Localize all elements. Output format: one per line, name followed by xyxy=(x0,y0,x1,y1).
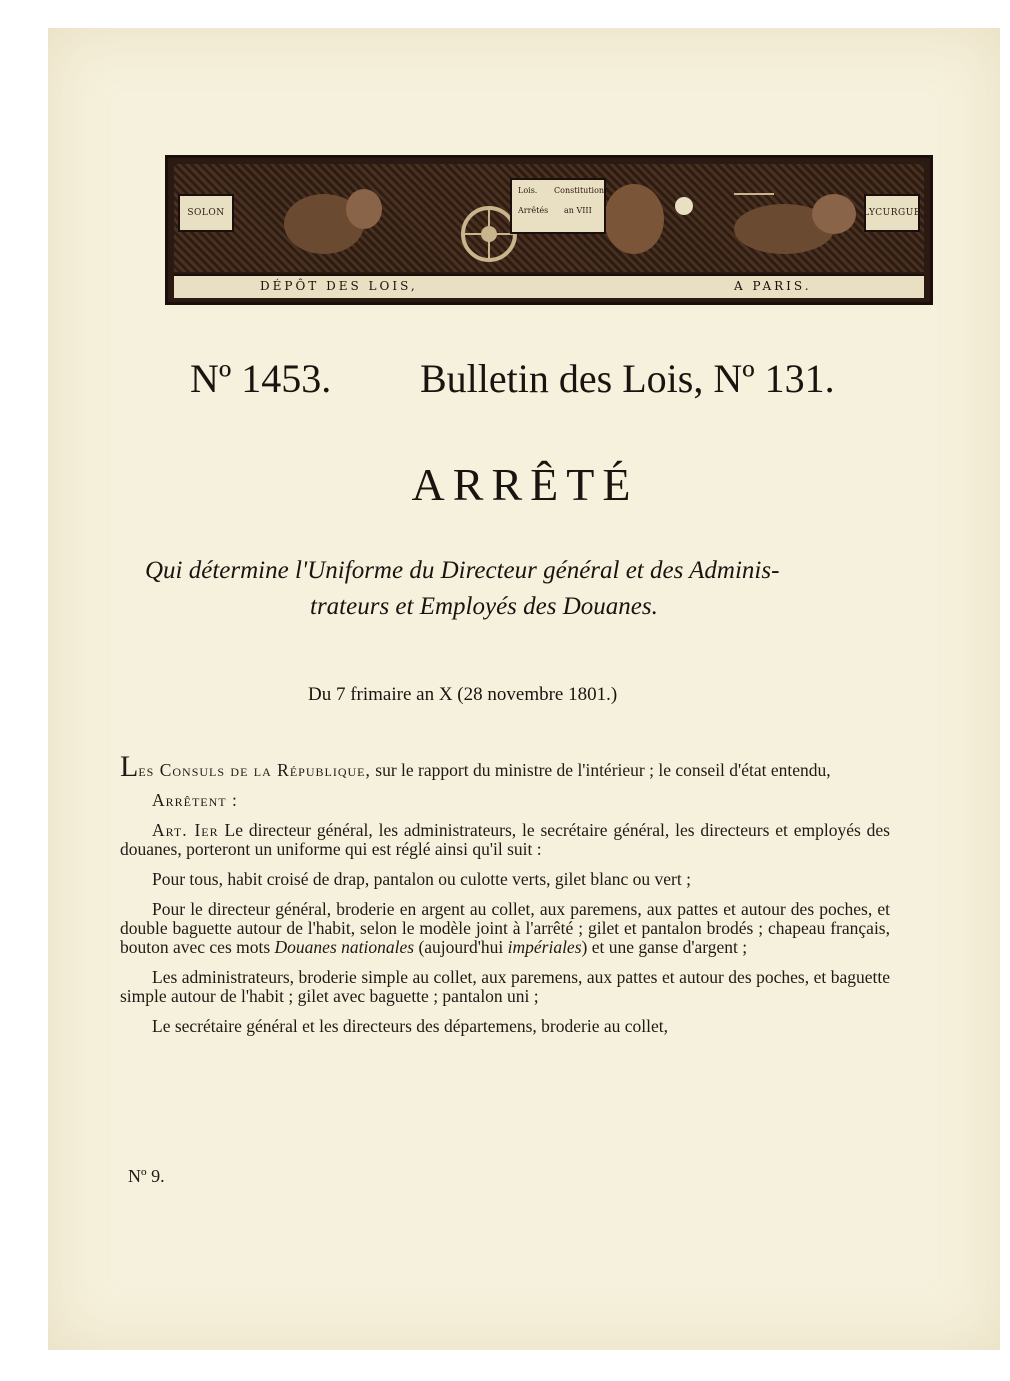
dg-text-3: ) et une ganse d'argent ; xyxy=(581,937,748,957)
bulletin-title: Bulletin des Lois, Nº 131. xyxy=(420,356,835,401)
article-1-paragraph xyxy=(120,821,890,859)
act-number: Nº 1453. xyxy=(190,356,332,401)
administrateurs-paragraph: Les administrateurs, broderie simple au collet, aux paremens, aux pattes et autour des poches, et baguette simple autour de l'habit ; gilet avec baguette ; pantalon uni ; xyxy=(120,967,890,1006)
subtitle-line-2: trateurs et Employés des Douanes. xyxy=(310,593,658,620)
drop-cap: L xyxy=(120,750,139,783)
arretent-label: Arrêtent : xyxy=(152,790,238,810)
banner-engraving xyxy=(174,164,924,272)
engraved-header-banner xyxy=(165,155,933,305)
consuls-heading: es Consuls de la République, xyxy=(138,760,371,780)
pour-tous-paragraph: Pour tous, habit croisé de drap, pantalon ou culotte verts, gilet blanc ou vert ; xyxy=(152,869,691,889)
secretaire-paragraph: Le secrétaire général et les directeurs des départemens, broderie au collet, xyxy=(152,1016,668,1036)
law-book-emblem xyxy=(510,178,606,234)
book-text-4: an VIII xyxy=(564,206,592,215)
article-1-text: Le directeur général, les administrateurs, le secrétaire général, les directeurs et employés des douanes, porteront un uniforme qui est réglé ainsi qu'il suit : xyxy=(120,820,890,859)
book-text-2: Constitution xyxy=(554,186,605,195)
banner-caption-strip xyxy=(174,274,924,298)
depot-des-lois-text: DÉPÔT DES LOIS, xyxy=(260,279,418,293)
signature-number: Nº 9. xyxy=(128,1166,165,1186)
directeur-general-paragraph xyxy=(120,900,890,957)
left-plaque: SOLON xyxy=(178,194,234,232)
document-subtitle xyxy=(145,553,905,625)
right-plaque: LYCURGUE xyxy=(864,194,920,232)
dg-italic-2: impériales xyxy=(507,937,582,957)
preamble-text: sur le rapport du ministre de l'intérieur ; le conseil d'état entendu, xyxy=(370,760,831,780)
subtitle-line-1: Qui détermine l'Uniforme du Directeur général et des Adminis- xyxy=(145,557,780,584)
article-label: Art. Ier xyxy=(152,820,219,840)
document-body xyxy=(120,750,890,1047)
dg-text-1: Pour le directeur général, broderie en argent au collet, aux paremens, aux pattes et autour des poches, et double baguette autour de l'habit, selon le modèle joint à l'arrêté ; gilet et pantalon brodés ; chapeau français, bouton avec ces mots xyxy=(120,899,890,957)
preamble-paragraph xyxy=(120,750,890,783)
arretent-paragraph xyxy=(120,791,890,810)
document-date: Du 7 frimaire an X (28 novembre 1801.) xyxy=(308,684,618,705)
document-title: ARRÊTÉ xyxy=(411,459,639,510)
a-paris-text: A PARIS. xyxy=(734,279,812,293)
book-text-1: Lois. xyxy=(518,186,538,195)
dg-italic-1: Douanes nationales xyxy=(274,937,415,957)
book-text-3: Arrêtés xyxy=(518,206,549,215)
dg-text-2: (aujourd'hui xyxy=(414,937,508,957)
